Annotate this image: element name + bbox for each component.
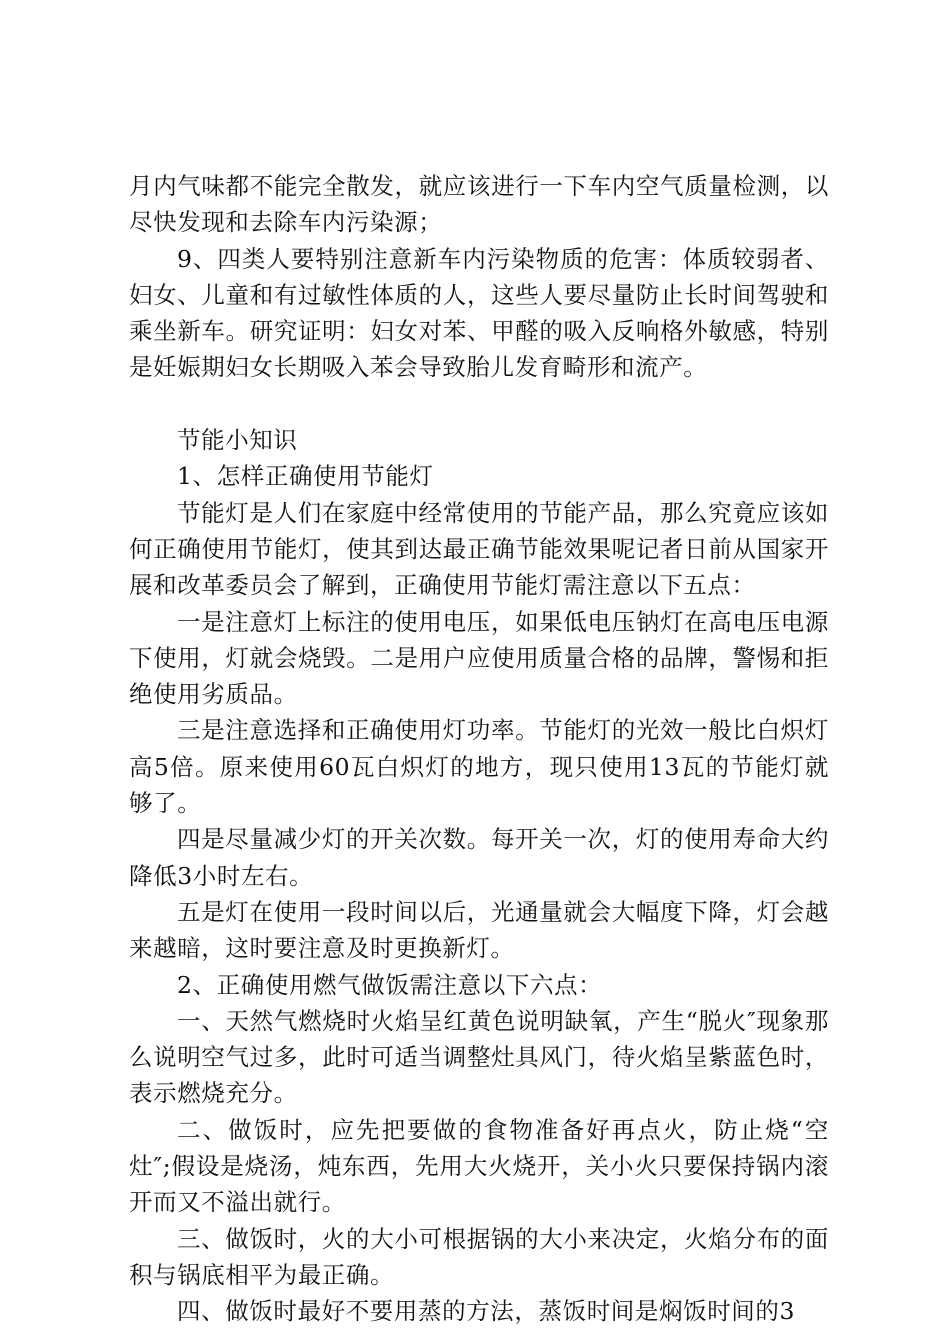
paragraph-lamp-point-5: 五是灯在使用一段时间以后，光通量就会大幅度下降，灯会越来越暗，这时要注意及时更换新灯。 bbox=[129, 897, 829, 963]
paragraph-gas-point-4: 四、做饭时最好不要用蒸的方法，蒸饭时间是焖饭时间的3 bbox=[177, 1297, 796, 1326]
paragraph-gas-point-3: 三、做饭时，火的大小可根据锅的大小来决定，火焰分布的面积与锅底相平为最正确。 bbox=[129, 1224, 829, 1289]
paragraph-lamp-intro: 节能灯是人们在家庭中经常使用的节能产品，那么究竟应该如何正确使用节能灯，使其到达最正确节能效果呢记者日前从国家开展和改革委员会了解到，正确使用节能灯需注意以下五点： bbox=[129, 498, 829, 600]
paragraph-lamp-point-4: 四是尽量减少灯的开关次数。每开关一次，灯的使用寿命大约降低3小时左右。 bbox=[129, 825, 829, 890]
paragraph-new-car-pollution: 9、四类人要特别注意新车内污染物质的危害：体质较弱者、妇女、儿童和有过敏性体质的人，这些人要尽量防止长时间驾驶和乘坐新车。研究证明：妇女对苯、甲醛的吸入反响格外敏感，特别是妊娠期妇女长期吸入苯会导致胎儿发育畸形和流产。 bbox=[129, 244, 829, 382]
paragraph-gas-point-2: 二、做饭时，应先把要做的食物准备好再点火，防止烧“空灶″;假设是烧汤，炖东西，先用大火烧开，关小火只要保持锅内滚开而又不溢出就行。 bbox=[129, 1115, 829, 1217]
paragraph-lamp-point-3: 三是注意选择和正确使用灯功率。节能灯的光效一般比白炽灯高5倍。原来使用60瓦白炽灯的地方，现只使用13瓦的节能灯就够了。 bbox=[129, 716, 829, 818]
section-heading-energy-tips: 节能小知识 bbox=[177, 426, 298, 455]
blank-line bbox=[129, 386, 829, 422]
paragraph-lamp-point-1-2: 一是注意灯上标注的使用电压，如果低电压钠灯在高电压电源下使用，灯就会烧毁。二是用户应使用质量合格的品牌，警惕和拒绝使用劣质品。 bbox=[129, 607, 829, 709]
subheading-energy-lamp: 1、怎样正确使用节能灯 bbox=[177, 462, 434, 491]
subheading-gas-cooking: 2、正确使用燃气做饭需注意以下六点： bbox=[177, 970, 603, 999]
paragraph-continuation: 月内气味都不能完全散发，就应该进行一下车内空气质量检测，以尽快发现和去除车内污染源； bbox=[129, 172, 829, 237]
paragraph-gas-point-1: 一、天然气燃烧时火焰呈红黄色说明缺氧，产生“脱火″现象那么说明空气过多，此时可适当调整灶具风门，待火焰呈紫蓝色时，表示燃烧充分。 bbox=[129, 1006, 829, 1108]
document-body bbox=[129, 168, 829, 1330]
